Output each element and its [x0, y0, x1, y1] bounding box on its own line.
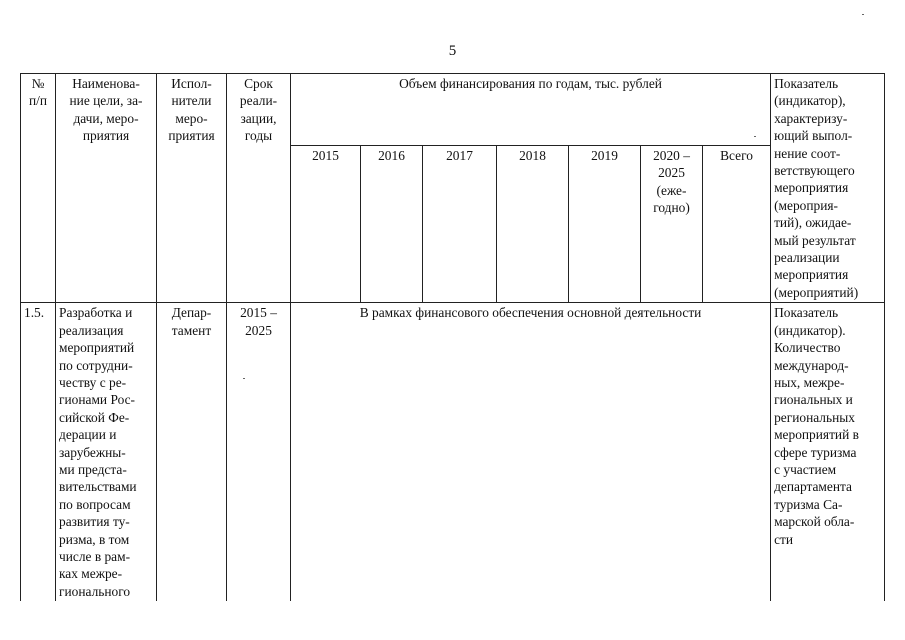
- row-indicator: Показатель (индикатор). Количество международ- ных, межре- гиональных и региональных мероприятий в сфере туризма с участием департамента туризма Са- марской обла- сти: [771, 303, 885, 601]
- row-name: Разработка и реализация мероприятий по сотрудни- честву с ре- гионами Рос- сийской Фе- дерации и зарубежны- ми предста- вительствами по вопросам развития ту- ризма, в том числе в рам- ках межре- гионального: [56, 303, 157, 601]
- header-year-2020-2025: 2020 – 2025 (еже- годно): [641, 145, 703, 302]
- row-num: 1.5.: [21, 303, 56, 601]
- header-executor: Испол- нители меро- приятия: [157, 74, 227, 303]
- header-num: № п/п: [21, 74, 56, 303]
- header-indicator: Показатель (индикатор), характеризу- ющий выпол- нение соот- ветствующего мероприятия (мероприя- тий), ожидае- мый результат реализации мероприятия (мероприятий): [771, 74, 885, 303]
- header-year-2017: 2017: [423, 145, 497, 302]
- header-year-2015: 2015: [291, 145, 361, 302]
- header-year-2019: 2019: [569, 145, 641, 302]
- scan-speck: [862, 14, 864, 15]
- header-year-2016: 2016: [361, 145, 423, 302]
- header-row-1: [21, 74, 885, 146]
- row-financing: В рамках финансового обеспечения основной деятельности: [291, 303, 771, 601]
- row-executor: Депар- тамент: [157, 303, 227, 601]
- header-financing: Объем финансирования по годам, тыс. рублей: [291, 74, 771, 146]
- header-name: Наименова- ние цели, за- дачи, меро- приятия: [56, 74, 157, 303]
- header-total: Всего: [703, 145, 771, 302]
- program-table: [20, 73, 885, 601]
- scan-speck: [243, 378, 245, 379]
- header-year-2018: 2018: [497, 145, 569, 302]
- page-number: 5: [448, 43, 457, 59]
- scan-speck: [754, 136, 756, 137]
- row-term: 2015 – 2025: [227, 303, 291, 601]
- header-term: Срок реали- зации, годы: [227, 74, 291, 303]
- table-row: [21, 303, 885, 601]
